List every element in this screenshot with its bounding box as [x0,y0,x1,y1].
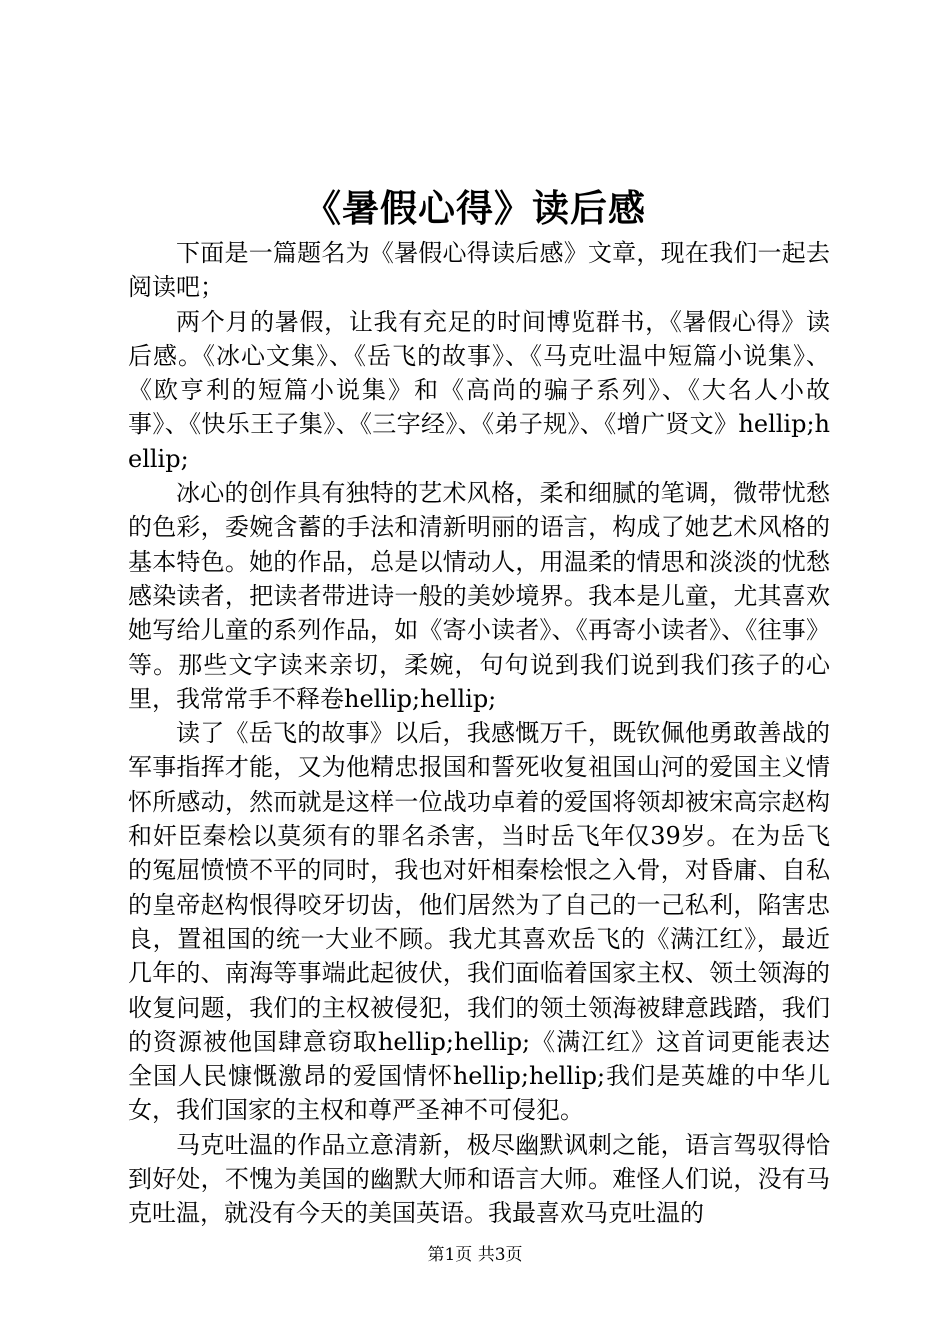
paragraph: 冰心的创作具有独特的艺术风格，柔和细腻的笔调，微带忧愁的色彩，委婉含蓄的手法和清新明丽的语言，构成了她艺术风格的基本特色。她的作品，总是以情动人，用温柔的情思和淡淡的忧愁感染读者，把读者带进诗一般的美妙境界。我本是儿童，尤其喜欢她写给儿童的系列作品，如《寄小读者》、《再寄小读者》、《往事》等。那些文字读来亲切，柔婉，句句说到我们说到我们孩子的心里，我常常手不释卷hellip;hellip; [128,479,830,713]
paragraph: 两个月的暑假，让我有充足的时间博览群书，《暑假心得》读后感。《冰心文集》、《岳飞的故事》、《马克吐温中短篇小说集》、《欧亨利的短篇小说集》和《高尚的骗子系列》、《大名人小故事》、《快乐王子集》、《三字经》、《弟子规》、《增广贤文》hellip;hellip; [128,307,830,473]
paragraph: 下面是一篇题名为《暑假心得读后感》文章，现在我们一起去阅读吧； [128,239,830,302]
document-title: 《暑假心得》读后感 [304,187,646,230]
paragraph: 读了《岳飞的故事》以后，我感慨万千，既钦佩他勇敢善战的军事指挥才能，又为他精忠报国和誓死收复祖国山河的爱国主义情怀所感动，然而就是这样一位战功卓着的爱国将领却被宋高宗赵构和奸臣秦桧以莫须有的罪名杀害，当时岳飞年仅39岁。在为岳飞的冤屈愤愤不平的同时，我也对奸相秦桧恨之入骨，对昏庸、自私的皇帝赵构恨得咬牙切齿，他们居然为了自己的一己私利，陷害忠良，置祖国的统一大业不顾。我尤其喜欢岳飞的《满江红》，最近几年的、南海等事端此起彼伏，我们面临着国家主权、领土领海的收复问题，我们的主权被侵犯，我们的领土领海被肆意践踏，我们的资源被他国肆意窃取hellip;hellip;《满江红》这首词更能表达全国人民慷慨激昂的爱国情怀hellip;hellip;我们是英雄的中华儿女，我们国家的主权和尊严圣神不可侵犯。 [128,719,830,1125]
paragraph: 马克吐温的作品立意清新，极尽幽默讽刺之能，语言驾驭得恰到好处，不愧为美国的幽默大师和语言大师。难怪人们说，没有马克吐温，就没有今天的美国英语。我最喜欢马克吐温的 [128,1130,830,1228]
document-body [128,236,830,1231]
page-number-footer: 第1页 共3页 [427,1245,523,1265]
